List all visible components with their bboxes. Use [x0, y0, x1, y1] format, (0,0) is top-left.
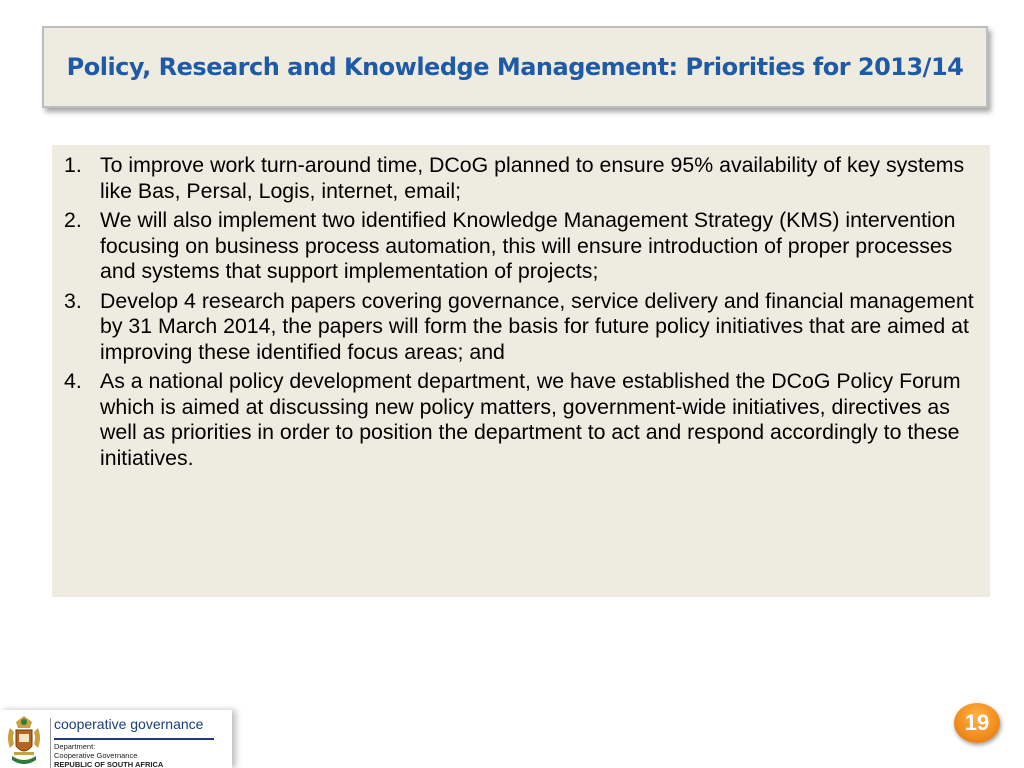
priorities-list [62, 153, 982, 471]
list-item [62, 289, 982, 366]
logo-title: cooperative governance [54, 716, 204, 732]
page-number: 19 [964, 710, 990, 735]
list-item [62, 153, 982, 204]
list-item-text: Develop 4 research papers covering governance, service delivery and financial management by 31 March 2014, the papers will form the basis for future policy initiatives that are aimed at improving these identified focus areas; and [100, 288, 974, 364]
logo-country: REPUBLIC OF SOUTH AFRICA [54, 760, 164, 768]
logo-department-label: Department: [54, 742, 96, 751]
department-logo [0, 710, 232, 768]
list-item-text: To improve work turn-around time, DCoG planned to ensure 95% availability of key systems like Bas, Persal, Logis, internet, email; [100, 153, 965, 203]
coat-of-arms-icon [2, 714, 46, 768]
list-item [62, 369, 982, 471]
list-item-number: 1. [64, 153, 82, 177]
list-item-text: As a national policy development department, we have established the DCoG Policy Forum which is aimed at discussing new policy matters, government-wide initiatives, directives as well as priorities in order to position the department to act and respond accordingly to these initiatives. [100, 369, 961, 470]
list-item-text: We will also implement two identified Knowledge Management Strategy (KMS) intervention focusing on business process automation, this will ensure introduction of proper processes and systems that support implementation of projects; [100, 208, 956, 283]
title-box [42, 26, 988, 108]
list-item-number: 4. [64, 369, 82, 393]
logo-divider [50, 718, 51, 768]
logo-department-name: Cooperative Governance [54, 751, 138, 760]
logo-rule [54, 738, 214, 740]
list-item [62, 208, 982, 285]
content-box [52, 145, 990, 597]
list-item-number: 2. [64, 208, 82, 232]
page-number-badge [954, 703, 1000, 743]
slide-title: Policy, Research and Knowledge Management: Priorities for 2013/14 [66, 53, 964, 81]
list-item-number: 3. [64, 288, 82, 313]
